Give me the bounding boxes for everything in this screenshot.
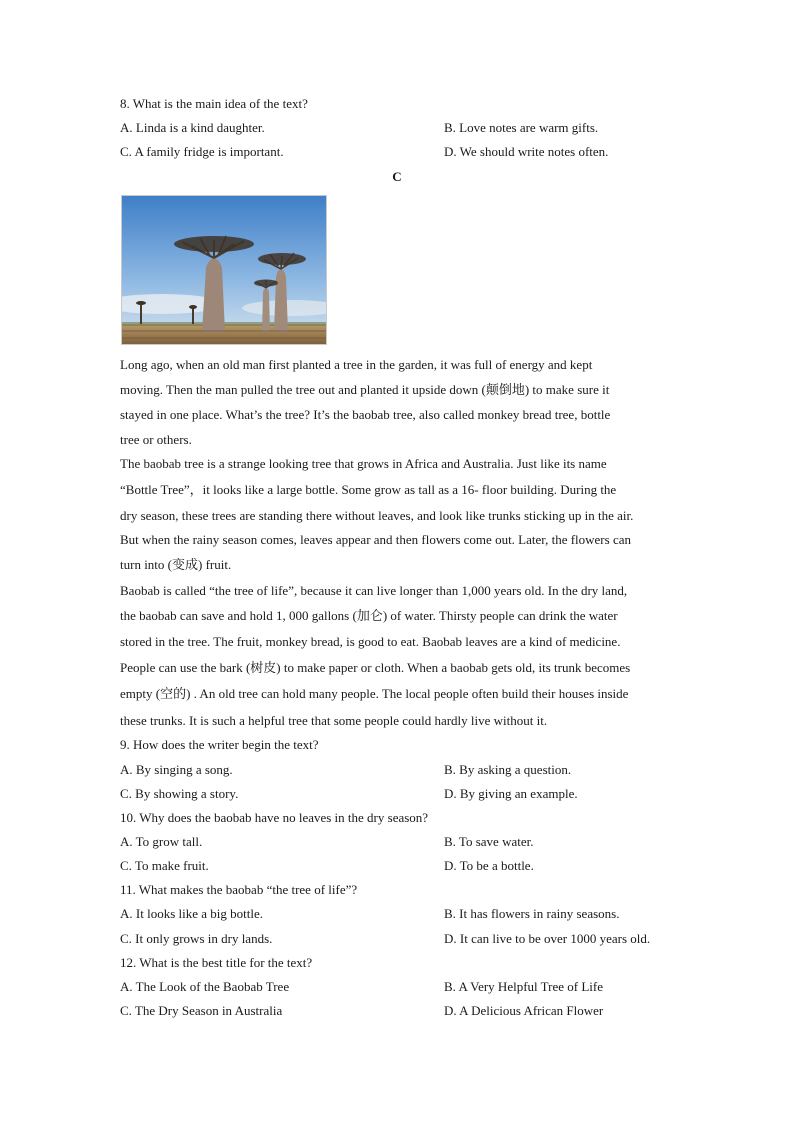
q10-option-c: C. To make fruit. <box>120 858 209 873</box>
baobab-photo <box>121 195 327 345</box>
question-8: 8. What is the main idea of the text? <box>120 96 308 111</box>
q9-option-b: B. By asking a question. <box>444 762 572 777</box>
passage-line: tree or others. <box>120 432 192 447</box>
question-10: 10. Why does the baobab have no leaves in the dry season? <box>120 810 429 825</box>
passage-line: Long ago, when an old man first planted a tree in the garden, it was full of energy and kept <box>120 357 593 372</box>
q10-option-a: A. To grow tall. <box>120 834 203 849</box>
passage-line: empty (空的) . An old tree can hold many people. The local people often build their houses inside <box>120 686 629 701</box>
passage-line: dry season, these trees are standing there without leaves, and look like trunks sticking up in the air. <box>120 508 634 523</box>
passage-line: stored in the tree. The fruit, monkey bread, is good to eat. Baobab leaves are a kind of medicine. <box>120 634 621 649</box>
q11-option-b: B. It has flowers in rainy seasons. <box>444 906 620 921</box>
passage-line: The baobab tree is a strange looking tree that grows in Africa and Australia. Just like its name <box>120 456 607 471</box>
q11-option-d: D. It can live to be over 1000 years old. <box>444 931 651 946</box>
q8-option-d: D. We should write notes often. <box>444 144 609 159</box>
q11-option-c: C. It only grows in dry lands. <box>120 931 273 946</box>
question-12: 12. What is the best title for the text? <box>120 955 313 970</box>
question-9: 9. How does the writer begin the text? <box>120 737 319 752</box>
q12-option-a: A. The Look of the Baobab Tree <box>120 979 290 994</box>
passage-line: turn into (变成) fruit. <box>120 557 232 572</box>
passage-line: But when the rainy season comes, leaves appear and then flowers come out. Later, the flowers can <box>120 532 631 547</box>
q10-option-d: D. To be a bottle. <box>444 858 534 873</box>
question-11: 11. What makes the baobab “the tree of life”? <box>120 882 358 897</box>
passage-line: Baobab is called “the tree of life”, because it can live longer than 1,000 years old. In the dry land, <box>120 583 628 598</box>
q12-option-d: D. A Delicious African Flower <box>444 1003 604 1018</box>
passage-line: moving. Then the man pulled the tree out and planted it upside down (颠倒地) to make sure it <box>120 382 610 397</box>
passage-line: “Bottle Tree”，it looks like a large bottle. Some grow as tall as a 16- floor building. During the <box>120 482 617 497</box>
passage-line: stayed in one place. What’s the tree? It’s the baobab tree, also called monkey bread tree, bottle <box>120 407 611 422</box>
q9-option-a: A. By singing a song. <box>120 762 233 777</box>
passage-line: these trunks. It is such a helpful tree that some people could hardly live without it. <box>120 713 548 728</box>
section-label: C <box>392 169 402 184</box>
passage-line: People can use the bark (树皮) to make paper or cloth. When a baobab gets old, its trunk becomes <box>120 660 631 675</box>
passage-line: the baobab can save and hold 1, 000 gallons (加仑) of water. Thirsty people can drink the water <box>120 608 618 623</box>
q8-option-c: C. A family fridge is important. <box>120 144 284 159</box>
q10-option-b: B. To save water. <box>444 834 534 849</box>
q9-option-c: C. By showing a story. <box>120 786 239 801</box>
q11-option-a: A. It looks like a big bottle. <box>120 906 263 921</box>
q12-option-b: B. A Very Helpful Tree of Life <box>444 979 603 994</box>
q8-option-a: A. Linda is a kind daughter. <box>120 120 265 135</box>
q12-option-c: C. The Dry Season in Australia <box>120 1003 283 1018</box>
q8-option-b: B. Love notes are warm gifts. <box>444 120 599 135</box>
q9-option-d: D. By giving an example. <box>444 786 578 801</box>
